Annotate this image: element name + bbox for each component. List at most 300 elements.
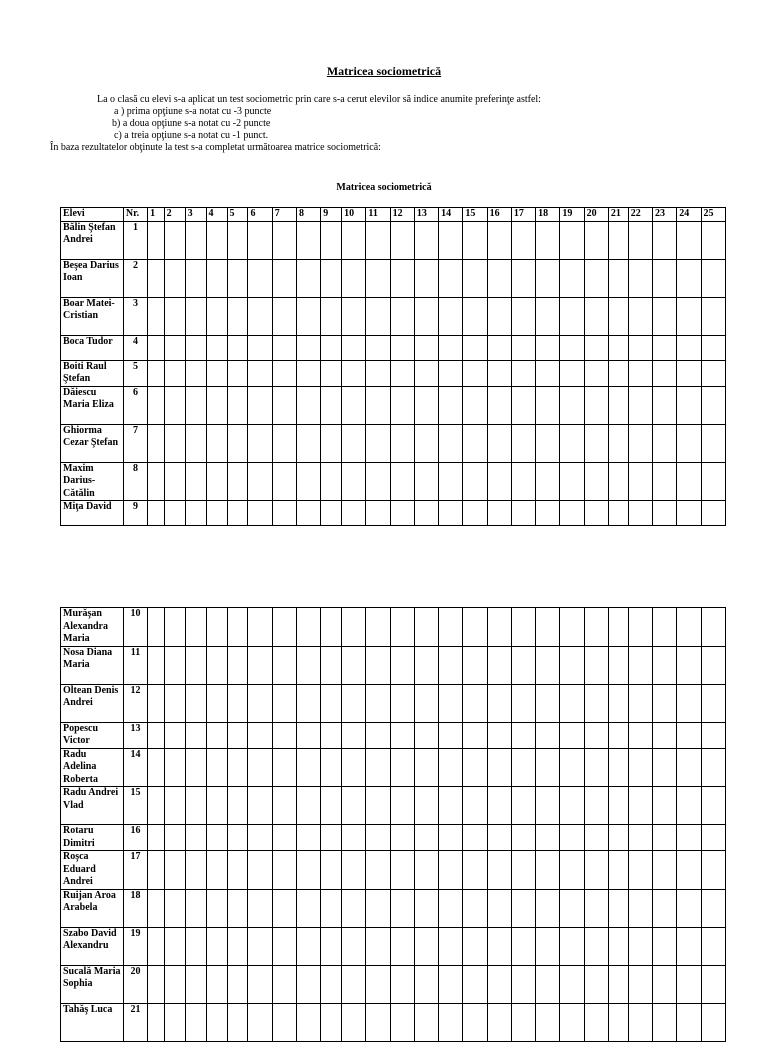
score-cell[interactable]: [628, 927, 652, 965]
score-cell[interactable]: [296, 722, 320, 748]
score-cell[interactable]: [414, 927, 438, 965]
score-cell[interactable]: [206, 297, 227, 335]
score-cell[interactable]: [511, 221, 535, 259]
score-cell[interactable]: [584, 965, 608, 1003]
score-cell[interactable]: [185, 221, 206, 259]
score-cell[interactable]: [248, 608, 272, 647]
score-cell[interactable]: [272, 748, 296, 787]
score-cell[interactable]: [511, 646, 535, 684]
score-cell[interactable]: [342, 889, 366, 927]
score-cell[interactable]: [653, 297, 677, 335]
score-cell[interactable]: [206, 684, 227, 722]
score-cell[interactable]: [164, 297, 185, 335]
score-cell[interactable]: [164, 424, 185, 462]
score-cell[interactable]: [677, 851, 701, 890]
score-cell[interactable]: [487, 851, 511, 890]
score-cell[interactable]: [272, 927, 296, 965]
score-cell[interactable]: [366, 501, 390, 526]
score-cell[interactable]: [206, 501, 227, 526]
score-cell[interactable]: [463, 748, 487, 787]
score-cell[interactable]: [272, 259, 296, 297]
score-cell[interactable]: [296, 965, 320, 1003]
score-cell[interactable]: [653, 851, 677, 890]
score-cell[interactable]: [701, 825, 726, 851]
score-cell[interactable]: [536, 259, 560, 297]
score-cell[interactable]: [487, 748, 511, 787]
score-cell[interactable]: [677, 297, 701, 335]
score-cell[interactable]: [608, 684, 628, 722]
score-cell[interactable]: [653, 608, 677, 647]
score-cell[interactable]: [272, 787, 296, 825]
score-cell[interactable]: [148, 1003, 165, 1041]
score-cell[interactable]: [439, 965, 463, 1003]
score-cell[interactable]: [366, 1003, 390, 1041]
score-cell[interactable]: [608, 297, 628, 335]
score-cell[interactable]: [677, 221, 701, 259]
score-cell[interactable]: [653, 684, 677, 722]
score-cell[interactable]: [206, 386, 227, 424]
score-cell[interactable]: [701, 501, 726, 526]
score-cell[interactable]: [560, 965, 584, 1003]
score-cell[interactable]: [701, 646, 726, 684]
score-cell[interactable]: [536, 608, 560, 647]
score-cell[interactable]: [248, 297, 272, 335]
score-cell[interactable]: [584, 386, 608, 424]
score-cell[interactable]: [148, 259, 165, 297]
score-cell[interactable]: [321, 501, 342, 526]
score-cell[interactable]: [390, 825, 414, 851]
score-cell[interactable]: [463, 608, 487, 647]
score-cell[interactable]: [390, 646, 414, 684]
score-cell[interactable]: [608, 646, 628, 684]
score-cell[interactable]: [487, 684, 511, 722]
score-cell[interactable]: [321, 360, 342, 386]
score-cell[interactable]: [536, 646, 560, 684]
score-cell[interactable]: [185, 722, 206, 748]
score-cell[interactable]: [272, 462, 296, 501]
score-cell[interactable]: [390, 684, 414, 722]
score-cell[interactable]: [653, 646, 677, 684]
score-cell[interactable]: [463, 927, 487, 965]
score-cell[interactable]: [342, 360, 366, 386]
score-cell[interactable]: [487, 927, 511, 965]
score-cell[interactable]: [342, 965, 366, 1003]
score-cell[interactable]: [584, 462, 608, 501]
score-cell[interactable]: [487, 424, 511, 462]
score-cell[interactable]: [463, 965, 487, 1003]
score-cell[interactable]: [584, 748, 608, 787]
score-cell[interactable]: [148, 297, 165, 335]
score-cell[interactable]: [148, 851, 165, 890]
score-cell[interactable]: [463, 221, 487, 259]
score-cell[interactable]: [248, 424, 272, 462]
score-cell[interactable]: [560, 386, 584, 424]
score-cell[interactable]: [296, 462, 320, 501]
score-cell[interactable]: [536, 360, 560, 386]
score-cell[interactable]: [342, 825, 366, 851]
score-cell[interactable]: [511, 259, 535, 297]
score-cell[interactable]: [677, 965, 701, 1003]
score-cell[interactable]: [185, 335, 206, 360]
score-cell[interactable]: [321, 927, 342, 965]
score-cell[interactable]: [536, 424, 560, 462]
score-cell[interactable]: [248, 722, 272, 748]
score-cell[interactable]: [653, 1003, 677, 1041]
score-cell[interactable]: [628, 889, 652, 927]
score-cell[interactable]: [463, 335, 487, 360]
score-cell[interactable]: [321, 825, 342, 851]
score-cell[interactable]: [414, 722, 438, 748]
score-cell[interactable]: [321, 335, 342, 360]
score-cell[interactable]: [185, 297, 206, 335]
score-cell[interactable]: [628, 360, 652, 386]
score-cell[interactable]: [439, 851, 463, 890]
score-cell[interactable]: [628, 501, 652, 526]
score-cell[interactable]: [701, 462, 726, 501]
score-cell[interactable]: [701, 259, 726, 297]
score-cell[interactable]: [321, 608, 342, 647]
score-cell[interactable]: [439, 386, 463, 424]
score-cell[interactable]: [608, 386, 628, 424]
score-cell[interactable]: [701, 722, 726, 748]
score-cell[interactable]: [366, 889, 390, 927]
score-cell[interactable]: [272, 646, 296, 684]
score-cell[interactable]: [701, 851, 726, 890]
score-cell[interactable]: [511, 386, 535, 424]
score-cell[interactable]: [487, 259, 511, 297]
score-cell[interactable]: [248, 462, 272, 501]
score-cell[interactable]: [653, 889, 677, 927]
score-cell[interactable]: [677, 424, 701, 462]
score-cell[interactable]: [206, 646, 227, 684]
score-cell[interactable]: [628, 221, 652, 259]
score-cell[interactable]: [560, 825, 584, 851]
score-cell[interactable]: [296, 360, 320, 386]
score-cell[interactable]: [148, 927, 165, 965]
score-cell[interactable]: [321, 259, 342, 297]
score-cell[interactable]: [272, 1003, 296, 1041]
score-cell[interactable]: [560, 748, 584, 787]
score-cell[interactable]: [487, 965, 511, 1003]
score-cell[interactable]: [560, 608, 584, 647]
score-cell[interactable]: [248, 501, 272, 526]
score-cell[interactable]: [164, 462, 185, 501]
score-cell[interactable]: [653, 335, 677, 360]
score-cell[interactable]: [414, 462, 438, 501]
score-cell[interactable]: [653, 787, 677, 825]
score-cell[interactable]: [628, 259, 652, 297]
score-cell[interactable]: [701, 965, 726, 1003]
score-cell[interactable]: [342, 501, 366, 526]
score-cell[interactable]: [439, 335, 463, 360]
score-cell[interactable]: [628, 748, 652, 787]
score-cell[interactable]: [248, 684, 272, 722]
score-cell[interactable]: [487, 825, 511, 851]
score-cell[interactable]: [148, 889, 165, 927]
score-cell[interactable]: [463, 889, 487, 927]
score-cell[interactable]: [628, 335, 652, 360]
score-cell[interactable]: [677, 684, 701, 722]
score-cell[interactable]: [487, 889, 511, 927]
score-cell[interactable]: [608, 608, 628, 647]
score-cell[interactable]: [248, 748, 272, 787]
score-cell[interactable]: [148, 360, 165, 386]
score-cell[interactable]: [628, 787, 652, 825]
score-cell[interactable]: [584, 787, 608, 825]
score-cell[interactable]: [677, 722, 701, 748]
score-cell[interactable]: [248, 851, 272, 890]
score-cell[interactable]: [608, 501, 628, 526]
score-cell[interactable]: [148, 965, 165, 1003]
score-cell[interactable]: [248, 787, 272, 825]
score-cell[interactable]: [628, 825, 652, 851]
score-cell[interactable]: [342, 608, 366, 647]
score-cell[interactable]: [511, 335, 535, 360]
score-cell[interactable]: [342, 259, 366, 297]
score-cell[interactable]: [272, 297, 296, 335]
score-cell[interactable]: [272, 360, 296, 386]
score-cell[interactable]: [206, 335, 227, 360]
score-cell[interactable]: [628, 1003, 652, 1041]
score-cell[interactable]: [164, 748, 185, 787]
score-cell[interactable]: [227, 386, 248, 424]
score-cell[interactable]: [272, 825, 296, 851]
score-cell[interactable]: [390, 335, 414, 360]
score-cell[interactable]: [701, 927, 726, 965]
score-cell[interactable]: [463, 501, 487, 526]
score-cell[interactable]: [164, 889, 185, 927]
score-cell[interactable]: [487, 297, 511, 335]
score-cell[interactable]: [439, 825, 463, 851]
score-cell[interactable]: [296, 608, 320, 647]
score-cell[interactable]: [414, 297, 438, 335]
score-cell[interactable]: [321, 386, 342, 424]
score-cell[interactable]: [390, 386, 414, 424]
score-cell[interactable]: [148, 501, 165, 526]
score-cell[interactable]: [185, 684, 206, 722]
score-cell[interactable]: [677, 889, 701, 927]
score-cell[interactable]: [206, 787, 227, 825]
score-cell[interactable]: [677, 787, 701, 825]
score-cell[interactable]: [536, 297, 560, 335]
score-cell[interactable]: [248, 259, 272, 297]
score-cell[interactable]: [272, 424, 296, 462]
score-cell[interactable]: [164, 965, 185, 1003]
score-cell[interactable]: [584, 646, 608, 684]
score-cell[interactable]: [185, 851, 206, 890]
score-cell[interactable]: [414, 787, 438, 825]
score-cell[interactable]: [628, 386, 652, 424]
score-cell[interactable]: [227, 424, 248, 462]
score-cell[interactable]: [608, 221, 628, 259]
score-cell[interactable]: [414, 608, 438, 647]
score-cell[interactable]: [463, 646, 487, 684]
score-cell[interactable]: [463, 424, 487, 462]
score-cell[interactable]: [390, 424, 414, 462]
score-cell[interactable]: [342, 1003, 366, 1041]
score-cell[interactable]: [487, 646, 511, 684]
score-cell[interactable]: [653, 825, 677, 851]
score-cell[interactable]: [248, 1003, 272, 1041]
score-cell[interactable]: [366, 722, 390, 748]
score-cell[interactable]: [321, 787, 342, 825]
score-cell[interactable]: [584, 335, 608, 360]
score-cell[interactable]: [206, 221, 227, 259]
score-cell[interactable]: [342, 462, 366, 501]
score-cell[interactable]: [560, 787, 584, 825]
score-cell[interactable]: [560, 722, 584, 748]
score-cell[interactable]: [390, 965, 414, 1003]
score-cell[interactable]: [653, 927, 677, 965]
score-cell[interactable]: [414, 259, 438, 297]
score-cell[interactable]: [206, 927, 227, 965]
score-cell[interactable]: [608, 889, 628, 927]
score-cell[interactable]: [164, 386, 185, 424]
score-cell[interactable]: [164, 360, 185, 386]
score-cell[interactable]: [584, 501, 608, 526]
score-cell[interactable]: [439, 646, 463, 684]
score-cell[interactable]: [296, 424, 320, 462]
score-cell[interactable]: [321, 684, 342, 722]
score-cell[interactable]: [584, 424, 608, 462]
score-cell[interactable]: [463, 259, 487, 297]
score-cell[interactable]: [463, 386, 487, 424]
score-cell[interactable]: [296, 221, 320, 259]
score-cell[interactable]: [653, 965, 677, 1003]
score-cell[interactable]: [148, 787, 165, 825]
score-cell[interactable]: [185, 386, 206, 424]
score-cell[interactable]: [227, 462, 248, 501]
score-cell[interactable]: [164, 221, 185, 259]
score-cell[interactable]: [206, 360, 227, 386]
score-cell[interactable]: [390, 851, 414, 890]
score-cell[interactable]: [227, 221, 248, 259]
score-cell[interactable]: [296, 297, 320, 335]
score-cell[interactable]: [185, 825, 206, 851]
score-cell[interactable]: [677, 360, 701, 386]
score-cell[interactable]: [414, 501, 438, 526]
score-cell[interactable]: [487, 462, 511, 501]
score-cell[interactable]: [414, 221, 438, 259]
score-cell[interactable]: [584, 684, 608, 722]
score-cell[interactable]: [414, 965, 438, 1003]
score-cell[interactable]: [148, 722, 165, 748]
score-cell[interactable]: [272, 221, 296, 259]
score-cell[interactable]: [701, 787, 726, 825]
score-cell[interactable]: [439, 927, 463, 965]
score-cell[interactable]: [164, 1003, 185, 1041]
score-cell[interactable]: [701, 360, 726, 386]
score-cell[interactable]: [439, 360, 463, 386]
score-cell[interactable]: [185, 1003, 206, 1041]
score-cell[interactable]: [148, 684, 165, 722]
score-cell[interactable]: [366, 386, 390, 424]
score-cell[interactable]: [487, 501, 511, 526]
score-cell[interactable]: [185, 259, 206, 297]
score-cell[interactable]: [560, 889, 584, 927]
score-cell[interactable]: [653, 386, 677, 424]
score-cell[interactable]: [148, 221, 165, 259]
score-cell[interactable]: [463, 787, 487, 825]
score-cell[interactable]: [511, 889, 535, 927]
score-cell[interactable]: [321, 748, 342, 787]
score-cell[interactable]: [536, 335, 560, 360]
score-cell[interactable]: [584, 927, 608, 965]
score-cell[interactable]: [511, 424, 535, 462]
score-cell[interactable]: [227, 927, 248, 965]
score-cell[interactable]: [463, 297, 487, 335]
score-cell[interactable]: [227, 501, 248, 526]
score-cell[interactable]: [653, 360, 677, 386]
score-cell[interactable]: [366, 259, 390, 297]
score-cell[interactable]: [463, 360, 487, 386]
score-cell[interactable]: [227, 965, 248, 1003]
score-cell[interactable]: [414, 646, 438, 684]
score-cell[interactable]: [536, 889, 560, 927]
score-cell[interactable]: [439, 424, 463, 462]
score-cell[interactable]: [366, 787, 390, 825]
score-cell[interactable]: [414, 825, 438, 851]
score-cell[interactable]: [511, 1003, 535, 1041]
score-cell[interactable]: [390, 927, 414, 965]
score-cell[interactable]: [390, 297, 414, 335]
score-cell[interactable]: [511, 722, 535, 748]
score-cell[interactable]: [366, 335, 390, 360]
score-cell[interactable]: [296, 748, 320, 787]
score-cell[interactable]: [185, 748, 206, 787]
score-cell[interactable]: [628, 965, 652, 1003]
score-cell[interactable]: [560, 221, 584, 259]
score-cell[interactable]: [366, 221, 390, 259]
score-cell[interactable]: [272, 684, 296, 722]
score-cell[interactable]: [677, 646, 701, 684]
score-cell[interactable]: [584, 722, 608, 748]
score-cell[interactable]: [321, 1003, 342, 1041]
score-cell[interactable]: [390, 608, 414, 647]
score-cell[interactable]: [272, 608, 296, 647]
score-cell[interactable]: [511, 851, 535, 890]
score-cell[interactable]: [487, 386, 511, 424]
score-cell[interactable]: [296, 259, 320, 297]
score-cell[interactable]: [414, 684, 438, 722]
score-cell[interactable]: [701, 335, 726, 360]
score-cell[interactable]: [321, 722, 342, 748]
score-cell[interactable]: [248, 335, 272, 360]
score-cell[interactable]: [227, 360, 248, 386]
score-cell[interactable]: [148, 335, 165, 360]
score-cell[interactable]: [511, 684, 535, 722]
score-cell[interactable]: [677, 748, 701, 787]
score-cell[interactable]: [487, 1003, 511, 1041]
score-cell[interactable]: [608, 851, 628, 890]
score-cell[interactable]: [390, 787, 414, 825]
score-cell[interactable]: [487, 608, 511, 647]
score-cell[interactable]: [701, 889, 726, 927]
score-cell[interactable]: [560, 259, 584, 297]
score-cell[interactable]: [366, 684, 390, 722]
score-cell[interactable]: [248, 646, 272, 684]
score-cell[interactable]: [511, 360, 535, 386]
score-cell[interactable]: [206, 1003, 227, 1041]
score-cell[interactable]: [366, 424, 390, 462]
score-cell[interactable]: [701, 684, 726, 722]
score-cell[interactable]: [608, 748, 628, 787]
score-cell[interactable]: [390, 360, 414, 386]
score-cell[interactable]: [296, 335, 320, 360]
score-cell[interactable]: [248, 965, 272, 1003]
score-cell[interactable]: [185, 889, 206, 927]
score-cell[interactable]: [560, 684, 584, 722]
